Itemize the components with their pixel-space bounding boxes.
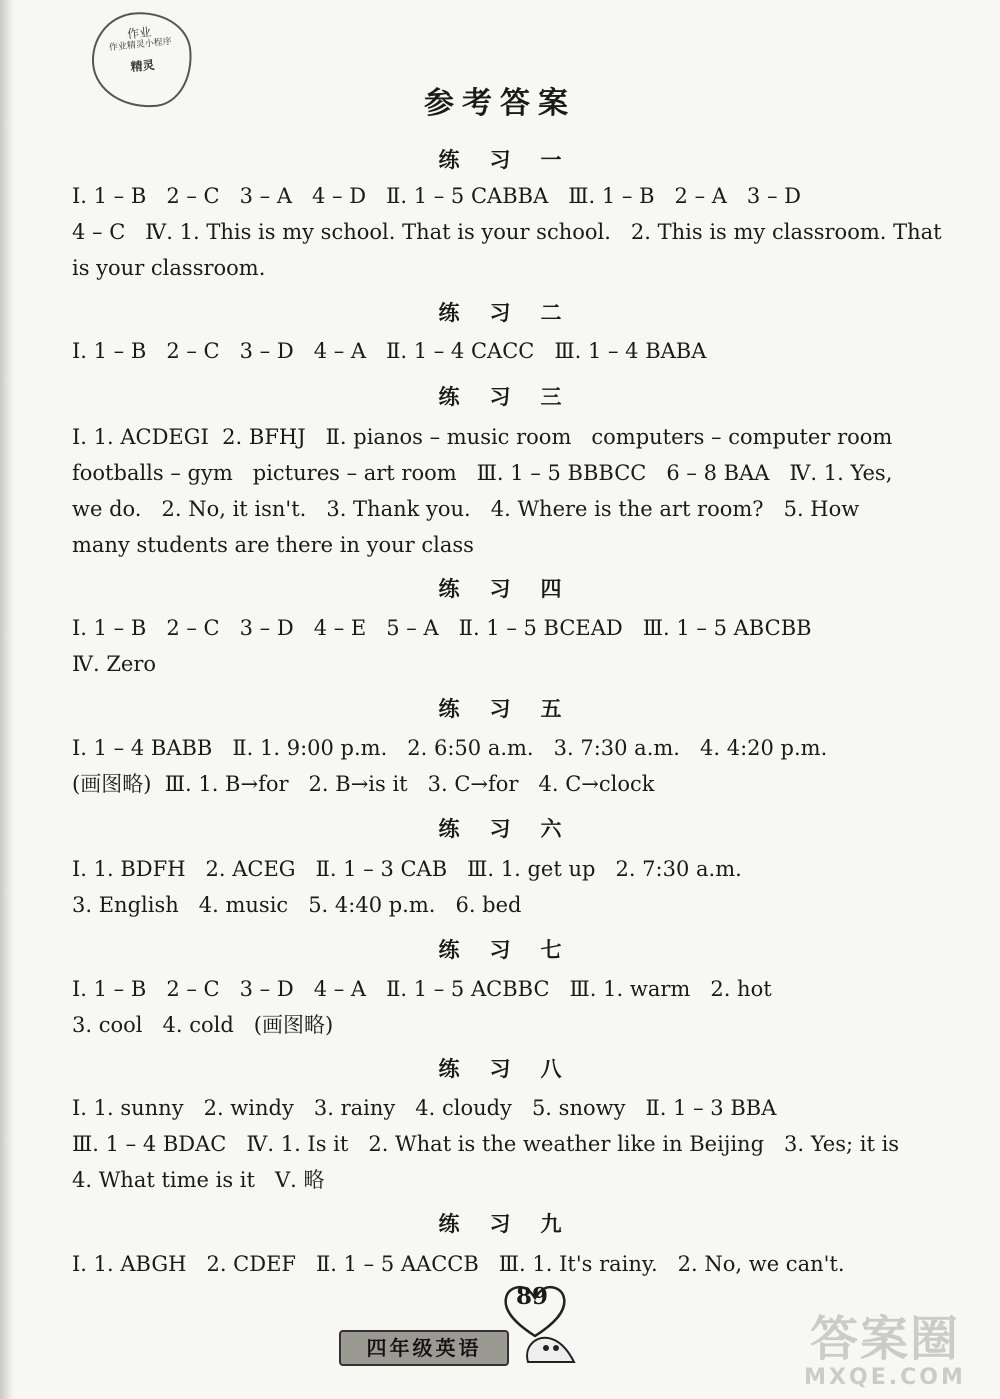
section-heading-5: 练习五 <box>438 697 592 721</box>
answer-line: Ⅰ. 1. ABGH 2. CDEF Ⅱ. 1 – 5 AACCB Ⅲ. 1. It's rainy. 2. No, we can't. <box>72 1252 845 1276</box>
answer-line: Ⅳ. Zero <box>72 652 157 676</box>
stamp-line2: 作业精灵小程序 <box>108 37 173 54</box>
answer-line: Ⅰ. 1. ACDEGI 2. BFHJ Ⅱ. pianos – music room computers – computer room <box>72 425 893 449</box>
answer-line: many students are there in your class <box>72 533 474 557</box>
answer-line: Ⅰ. 1 – 4 BABB Ⅱ. 1. 9:00 p.m. 2. 6:50 a.m. 3. 7:30 a.m. 4. 4:20 p.m. <box>72 736 828 760</box>
section-heading-8: 练习八 <box>438 1057 592 1081</box>
answer-line: Ⅰ. 1. sunny 2. windy 3. rainy 4. cloudy 5. snowy Ⅱ. 1 – 3 BBA <box>72 1096 777 1120</box>
watermark-text: 答案圈 <box>809 1311 960 1367</box>
mascot-icon <box>520 1318 580 1368</box>
answer-line: footballs – gym pictures – art room Ⅲ. 1 – 5 BBBCC 6 – 8 BAA Ⅳ. 1. Yes, <box>72 461 893 485</box>
grade-subject-label: 四年级英语 <box>339 1330 509 1366</box>
section-heading-3: 练习三 <box>438 385 592 409</box>
page-number: 89 <box>515 1283 548 1310</box>
answer-line: 3. English 4. music 5. 4:40 p.m. 6. bed <box>72 893 522 917</box>
answer-line: Ⅰ. 1 – B 2 – C 3 – A 4 – D Ⅱ. 1 – 5 CABBA Ⅲ. 1 – B 2 – A 3 – D <box>72 184 801 208</box>
watermark <box>780 1300 990 1390</box>
section-heading-4: 练习四 <box>438 577 592 601</box>
answer-line: 3. cool 4. cold (画图略) <box>72 1013 334 1037</box>
answer-line: Ⅰ. 1 – B 2 – C 3 – D 4 – E 5 – A Ⅱ. 1 – 5 BCEAD Ⅲ. 1 – 5 ABCBB <box>72 616 812 640</box>
answer-line: we do. 2. No, it isn't. 3. Thank you. 4. Where is the art room? 5. How <box>72 497 860 521</box>
answer-line: is your classroom. <box>72 256 266 280</box>
section-heading-1: 练习一 <box>438 148 592 172</box>
answer-line: Ⅲ. 1 – 4 BDAC Ⅳ. 1. Is it 2. What is the weather like in Beijing 3. Yes; it is <box>72 1132 900 1156</box>
stamp-line3: 精灵 <box>129 57 156 75</box>
section-heading-7: 练习七 <box>438 938 592 962</box>
section-heading-9: 练习九 <box>438 1212 592 1236</box>
answer-line: Ⅰ. 1. BDFH 2. ACEG Ⅱ. 1 – 3 CAB Ⅲ. 1. get up 2. 7:30 a.m. <box>72 857 742 881</box>
section-heading-2: 练习二 <box>438 301 592 325</box>
page-title: 参考答案 <box>424 86 576 121</box>
answer-line: 4. What time is it Ⅴ. 略 <box>72 1168 325 1192</box>
watermark-url: MXQE.COM <box>804 1365 966 1390</box>
answer-line: 4 – C Ⅳ. 1. This is my school. That is your school. 2. This is my classroom. That <box>72 220 942 244</box>
section-heading-6: 练习六 <box>438 817 592 841</box>
answer-line: Ⅰ. 1 – B 2 – C 3 – D 4 – A Ⅱ. 1 – 5 ACBBC Ⅲ. 1. warm 2. hot <box>72 977 772 1001</box>
answer-line: Ⅰ. 1 – B 2 – C 3 – D 4 – A Ⅱ. 1 – 4 CACC Ⅲ. 1 – 4 BABA <box>72 339 707 363</box>
stamp-line1: 作业 <box>126 24 152 42</box>
answer-line: (画图略) Ⅲ. 1. B→for 2. B→is it 3. C→for 4. C→clock <box>72 772 655 796</box>
